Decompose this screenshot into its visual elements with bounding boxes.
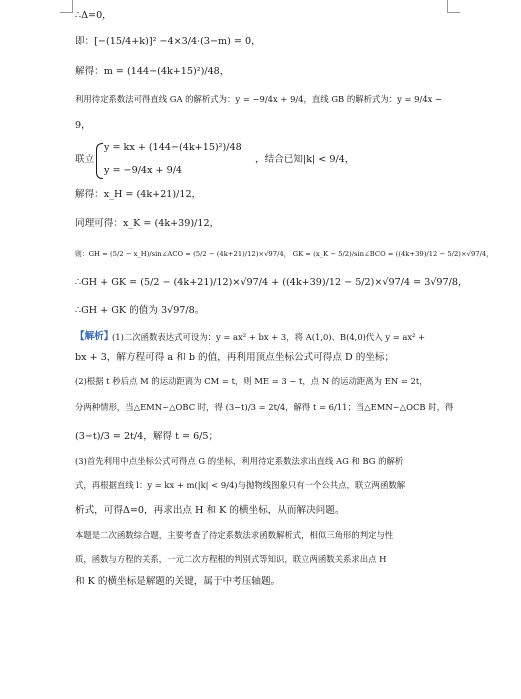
- text-line: 解得：x_H = (4k+21)/12，: [75, 189, 202, 200]
- text-line: 质，函数与方程的关系，一元二次方程根的判别式等知识，联立两函数关系求出点 H: [75, 554, 387, 564]
- text-line: ∴Δ=0，: [75, 10, 112, 21]
- text-line: 式，再根据直线 l：y = kx + m(|k| < 9/4)与抛物线图象只有一个公共点，联立两函数解: [75, 480, 406, 490]
- text-line: ∴GH + GK = (5/2 − (4k+21)/12)×√97/4 + ((4k+39)/12 − 5/2)×√97/4 = 3√97/8，: [75, 277, 468, 288]
- text-line: (1)二次函数表达式可设为：y = ax² + bx + 3，将 A(1,0)、B(4,0)代入 y = ax² +: [112, 332, 426, 342]
- analysis-tag: 【解析】: [75, 331, 114, 342]
- text-line: 联立: [75, 154, 95, 165]
- text-line: 即：[−(15/4+k)]² −4×3/4·(3−m) = 0，: [75, 36, 261, 47]
- text-line: 分两种情形，当△EMN∽△OBC 时，得 (3−t)/3 = 2t/4，解得 t = 6/11；当△EMN∽△OCB 时，得: [75, 402, 454, 412]
- text-line: 和 K 的横坐标是解题的关键，属于中考压轴题。: [75, 576, 281, 587]
- text-line: (3)首先利用中点坐标公式可得点 G 的坐标，利用待定系数法求出直线 AG 和 BG 的解析: [75, 456, 404, 466]
- text-line: (3−t)/3 = 2t/4，解得 t = 6/5；: [75, 431, 219, 442]
- text-line: 同理可得：x_K = (4k+39)/12，: [75, 218, 220, 229]
- text-line: bx + 3，解方程可得 a 和 b 的值，再利用顶点坐标公式可得点 D 的坐标；: [75, 352, 395, 363]
- text-line: ，结合已知|k| < 9/4，: [255, 154, 355, 165]
- text-line: (2)根据 t 秒后点 M 的运动距离为 CM = t，则 ME = 3 − t，点 N 的运动距离为 EN = 2t，: [75, 376, 428, 386]
- page-corner-mark: [447, 0, 460, 13]
- text-line: 解得：m = (144−(4k+15)²)/48，: [75, 66, 230, 77]
- text-line: 析式，可得Δ=0，再求出点 H 和 K 的横坐标，从而解决问题。: [75, 505, 345, 516]
- equation-line: y = −9/4x + 9/4: [104, 165, 183, 176]
- text-line: 利用待定系数法可得直线 GA 的解析式为：y = −9/4x + 9/4，直线 GB 的解析式为：y = 9/4x −: [75, 94, 443, 104]
- page-corner-mark: [60, 0, 73, 13]
- equation-line: y = kx + (144−(4k+15)²)/48: [104, 142, 242, 153]
- text-line: 则：GH = (5/2 − x_H)/sin∠ACO = (5/2 − (4k+21)/12)×√97/4， GK = (x_K − 5/2)/sin∠BCO = ((4k+39)/12 − 5/2)×√97/4，: [75, 250, 494, 258]
- text-line: ∴GH + GK 的值为 3√97/8。: [75, 305, 205, 316]
- system-brace: [96, 143, 103, 179]
- text-line: 9，: [75, 120, 91, 131]
- text-line: 本题是二次函数综合题，主要考查了待定系数法求函数解析式，相似三角形的判定与性: [75, 530, 394, 540]
